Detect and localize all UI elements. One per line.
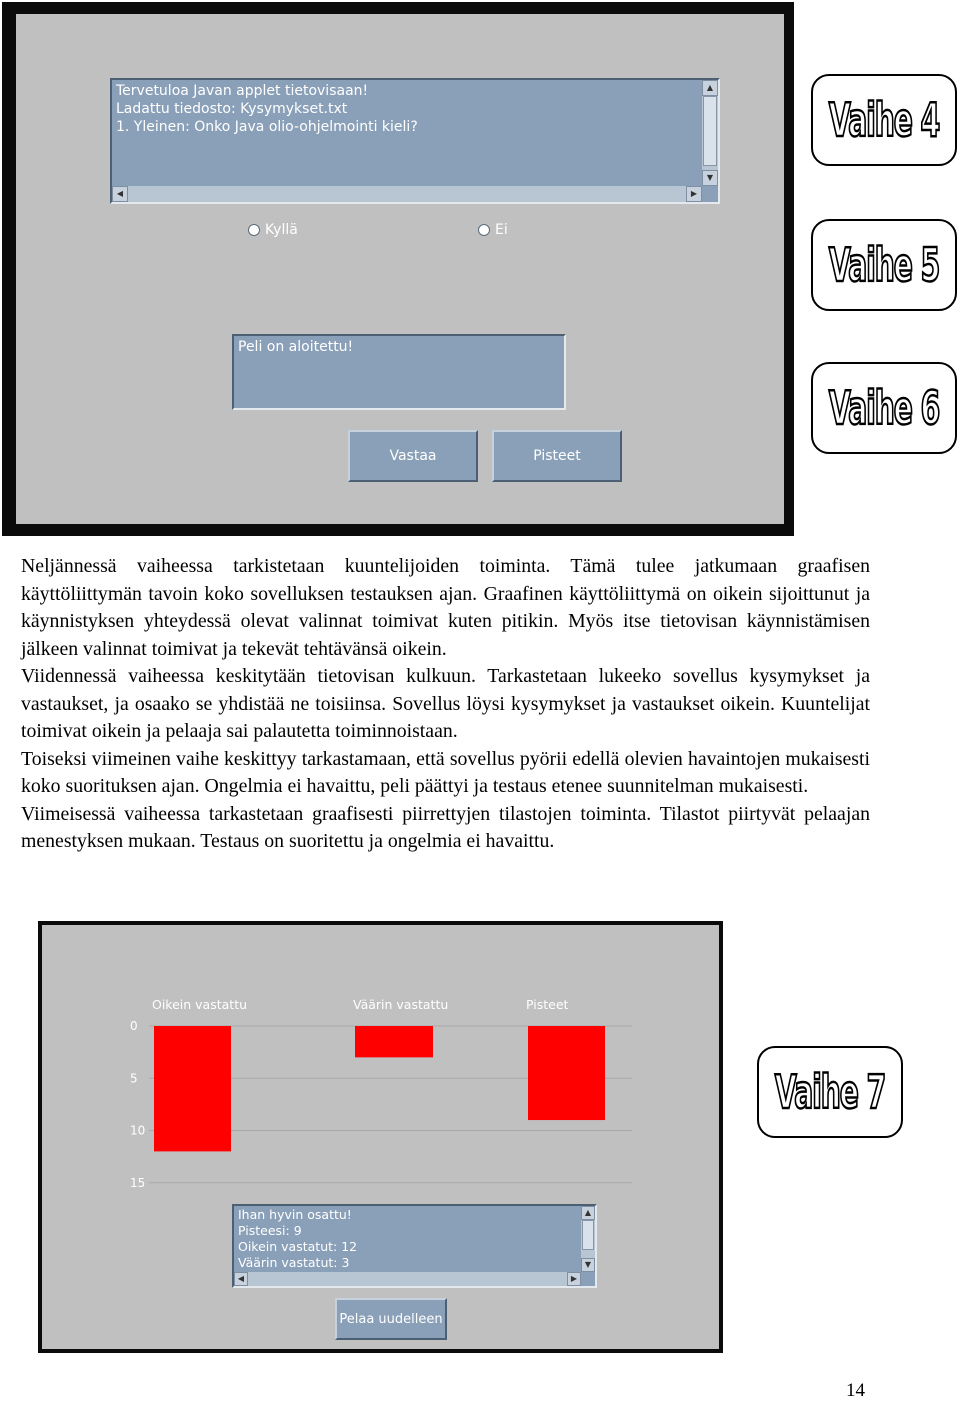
y-tick-label: 0	[130, 1019, 138, 1033]
radio-yes[interactable]	[248, 222, 298, 238]
scroll-right-arrow-icon[interactable]: ▶	[567, 1272, 581, 1286]
textarea-line: Tervetuloa Javan applet tietovisaan!	[116, 83, 369, 99]
textarea-line: 1. Yleinen: Onko Java olio-ohjelmointi kieli?	[116, 119, 418, 135]
results-bar-chart	[42, 925, 719, 1195]
scrollbar-corner	[702, 186, 718, 202]
badge-vaihe-4	[811, 74, 957, 166]
horizontal-scrollbar[interactable]	[234, 1272, 581, 1286]
scroll-right-arrow-icon[interactable]: ▶	[686, 186, 702, 202]
bar	[528, 1026, 605, 1120]
category-label: Väärin vastattu	[353, 997, 449, 1012]
radio-circle-icon[interactable]	[478, 224, 490, 236]
body-text	[21, 553, 870, 856]
category-label: Pisteet	[526, 997, 569, 1012]
result-line: Väärin vastatut: 3	[238, 1255, 350, 1270]
y-tick-label: 5	[130, 1071, 138, 1086]
badge-vaihe-5	[811, 219, 957, 311]
radio-circle-icon[interactable]	[248, 224, 260, 236]
badge-label: Vaihe 6	[828, 381, 940, 435]
scroll-up-arrow-icon[interactable]: ▲	[702, 80, 718, 96]
status-text: Peli on aloitettu!	[238, 339, 354, 355]
radio-no[interactable]	[478, 222, 508, 238]
bar	[154, 1026, 231, 1151]
scroll-up-arrow-icon[interactable]: ▲	[581, 1206, 595, 1220]
question-textarea[interactable]	[110, 78, 720, 204]
scrollbar-corner	[581, 1272, 595, 1286]
applet-screenshot-statistics	[38, 921, 723, 1353]
paragraph-phase-6: Toiseksi viimeinen vaihe keskittyy tarkastamaan, että sovellus pyörii edellä olevien havaintojen mukaisesti koko suorituksen ajan. Ongelmia ei havaittu, peli päättyi ja testaus etenee suunnitelman mukaisesti.	[21, 747, 870, 797]
badge-label: Vaihe 7	[774, 1065, 886, 1119]
y-tick-label: 10	[130, 1123, 146, 1138]
radio-no-label: Ei	[495, 222, 508, 238]
category-label: Oikein vastattu	[152, 997, 248, 1012]
badge-vaihe-6	[811, 362, 957, 454]
status-textarea[interactable]	[232, 334, 566, 410]
applet-panel	[16, 14, 784, 524]
vertical-scroll-thumb[interactable]	[582, 1220, 594, 1250]
bar	[355, 1026, 433, 1057]
radio-yes-label: Kyllä	[265, 222, 298, 238]
results-textarea[interactable]	[232, 1204, 597, 1288]
paragraph-phase-4: Neljännessä vaiheessa tarkistetaan kuuntelijoiden toiminta. Tämä tulee jatkumaan graafisen käyttöliittymän tavoin koko sovelluksen testauksen ajan. Graafinen käyttöliittymä on oikein sijoittunut ja käynnistyksen yhteydessä olevat valinnat toimivat kuten pitikin. Myös itse tietovisan käynnistämisen jälkeen valinnat toimivat ja tekevät tehtävänsä oikein.	[21, 555, 870, 660]
scroll-down-arrow-icon[interactable]: ▼	[581, 1258, 595, 1272]
scroll-left-arrow-icon[interactable]: ◀	[234, 1272, 248, 1286]
badge-vaihe-7	[757, 1046, 903, 1138]
result-line: Oikein vastatut: 12	[238, 1239, 358, 1254]
paragraph-phase-5: Viidennessä vaiheessa keskitytään tietovisan kulkuun. Tarkastetaan lukeeko sovellus kysymykset ja vastaukset, ja osaako se yhdistää ne toisiinsa. Sovellus löysi kysymykset ja vastaukset oikein. Kuuntelijat toimivat oikein ja pelaaja sai palautetta toiminnoistaan.	[21, 665, 870, 742]
badge-label: Vaihe 4	[828, 93, 940, 147]
scroll-down-arrow-icon[interactable]: ▼	[702, 170, 718, 186]
score-button[interactable]: Pisteet	[492, 430, 622, 482]
paragraph-phase-7: Viimeisessä vaiheessa tarkastetaan graafisesti piirrettyjen tilastojen toiminta. Tilastot piirtyvät pelaajan menestyksen mukaan. Testaus on suoritettu ja ongelmia ei havaittu.	[21, 802, 870, 852]
play-again-button[interactable]: Pelaa uudelleen	[335, 1298, 447, 1340]
result-line: Pisteesi: 9	[238, 1223, 302, 1238]
scroll-left-arrow-icon[interactable]: ◀	[112, 186, 128, 202]
y-tick-label: 15	[130, 1175, 146, 1190]
statistics-panel	[42, 925, 719, 1349]
result-line: Ihan hyvin osattu!	[238, 1207, 352, 1222]
vertical-scroll-thumb[interactable]	[703, 96, 717, 166]
applet-screenshot-quiz	[2, 2, 794, 536]
badge-label: Vaihe 5	[828, 238, 940, 292]
question-textarea-lines	[116, 82, 418, 136]
vertical-scrollbar[interactable]	[702, 80, 718, 186]
vertical-scrollbar[interactable]	[581, 1206, 595, 1272]
results-textarea-lines	[238, 1207, 357, 1271]
horizontal-scrollbar[interactable]	[112, 186, 702, 202]
answer-button[interactable]: Vastaa	[348, 430, 478, 482]
textarea-line: Ladattu tiedosto: Kysymykset.txt	[116, 101, 348, 117]
page-number: 14	[846, 1380, 865, 1401]
